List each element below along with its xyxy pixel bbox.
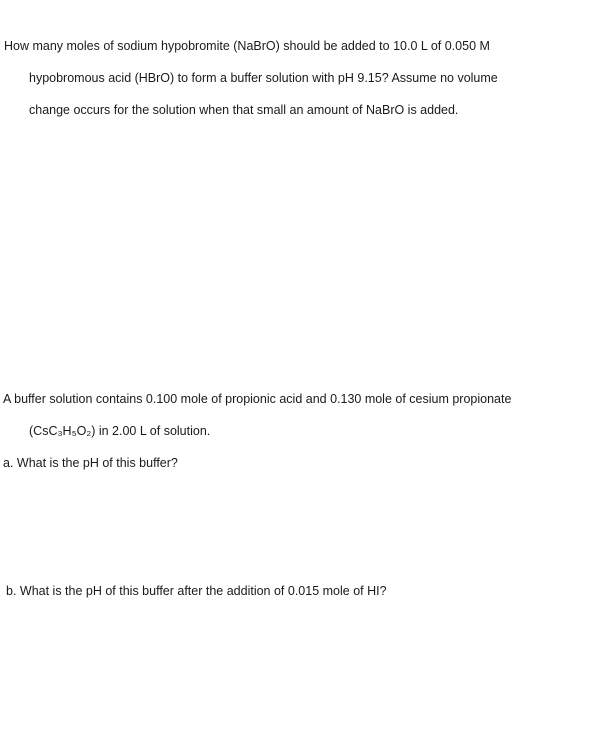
problem2-part-b: b. What is the pH of this buffer after the addition of 0.015 mole of HI?: [6, 584, 387, 598]
problem2-line1: A buffer solution contains 0.100 mole of propionic acid and 0.130 mole of cesium propionate: [3, 392, 512, 406]
problem2-line2: (CsC₃H₅O₂) in 2.00 L of solution.: [29, 424, 211, 438]
problem1-line1: How many moles of sodium hypobromite (NaBrO) should be added to 10.0 L of 0.050 M: [4, 39, 490, 53]
problem1-line3: change occurs for the solution when that small an amount of NaBrO is added.: [29, 103, 459, 117]
problem1-line2: hypobromous acid (HBrO) to form a buffer solution with pH 9.15? Assume no volume: [29, 71, 498, 85]
problem2-part-a: a. What is the pH of this buffer?: [3, 456, 178, 470]
